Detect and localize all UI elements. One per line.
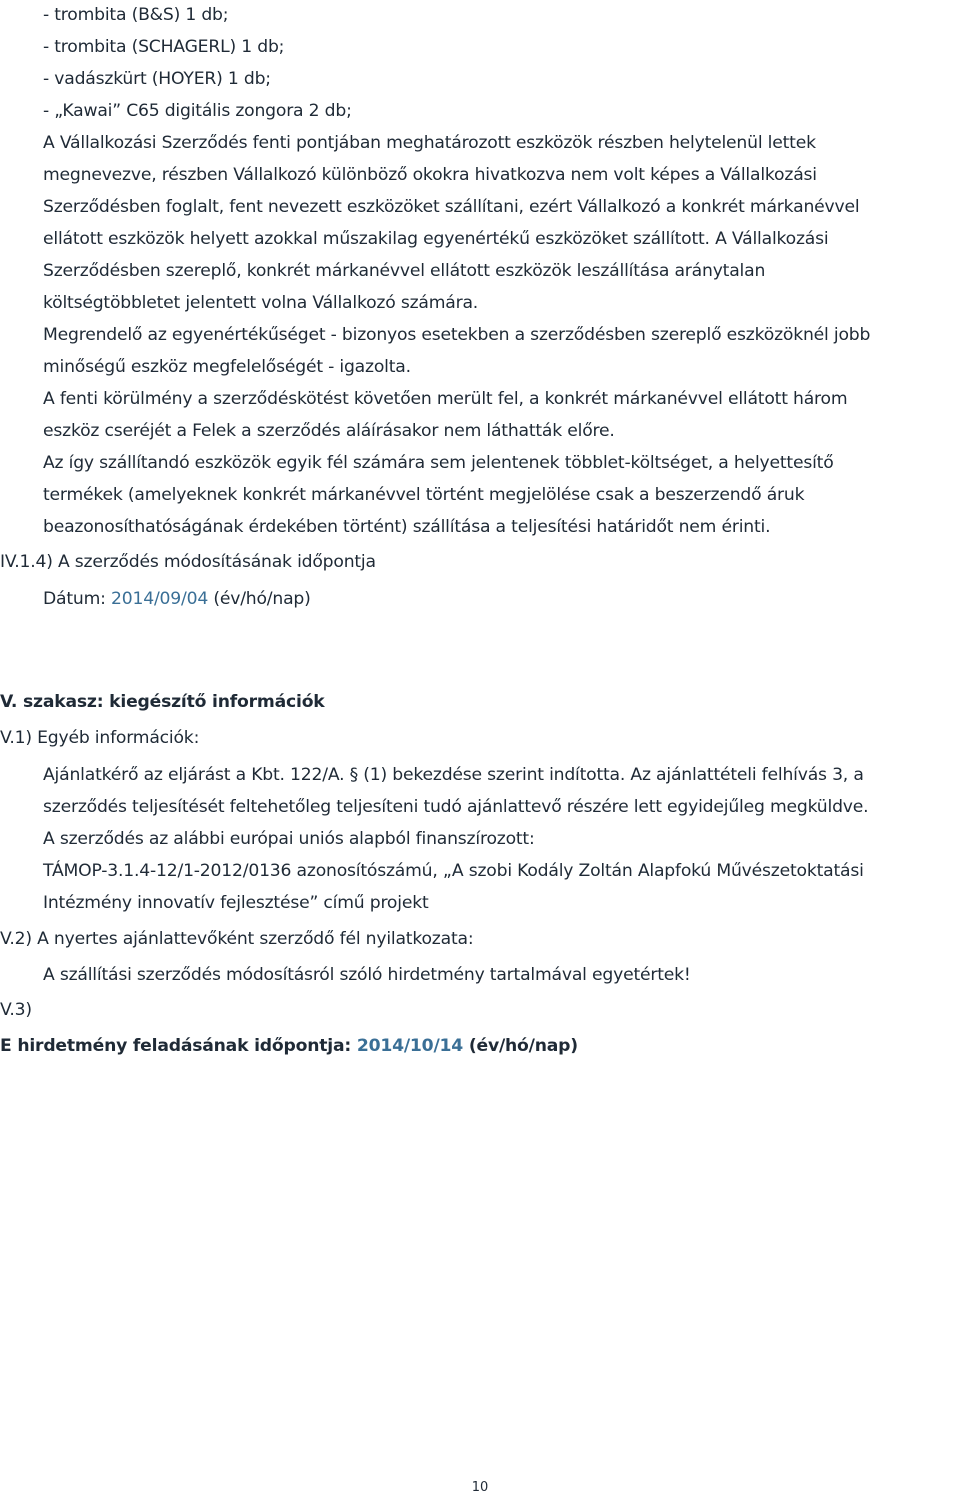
paragraph-line: eszköz cseréjét a Felek a szerződés aláírásakor nem láthatták előre.: [43, 421, 615, 441]
v1-line: Ajánlatkérő az eljárást a Kbt. 122/A. § (1) bekezdése szerint indította. Az ajánlattételi felhívás 3, a: [43, 765, 864, 785]
list-item: - trombita (B&S) 1 db;: [43, 5, 229, 25]
paragraph-line: Szerződésben foglalt, fent nevezett eszközöket szállítani, ezért Vállalkozó a konkrét márkanévvel: [43, 197, 860, 217]
v2-heading: V.2) A nyertes ajánlattevőként szerződő fél nyilatkozata:: [0, 929, 474, 949]
v1-line: szerződés teljesítését feltehetőleg teljesíteni tudó ajánlattevő részére lett egyidejűleg megküldve.: [43, 797, 869, 817]
list-item: - trombita (SCHAGERL) 1 db;: [43, 37, 285, 57]
paragraph-line: költségtöbbletet jelentett volna Vállalkozó számára.: [43, 293, 479, 313]
dispatch-date: [0, 1035, 578, 1057]
v1-line: TÁMOP-3.1.4-12/1-2012/0136 azonosítószámú, „A szobi Kodály Zoltán Alapfokú Művészetoktatási: [43, 861, 864, 881]
paragraph-line: megnevezve, részben Vállalkozó különböző okokra hivatkozva nem volt képes a Vállalkozási: [43, 165, 817, 185]
v1-heading: V.1) Egyéb információk:: [0, 728, 200, 748]
modification-date: [43, 588, 311, 610]
date-label: Dátum:: [43, 589, 111, 609]
v2-text: A szállítási szerződés módosításról szóló hirdetmény tartalmával egyetértek!: [43, 965, 691, 985]
paragraph-line: Szerződésben szereplő, konkrét márkanévvel ellátott eszközök leszállítása aránytalan: [43, 261, 766, 281]
paragraph-line: termékek (amelyeknek konkrét márkanévvel történt megjelölése csak a beszerzendő áruk: [43, 485, 805, 505]
modification-heading: IV.1.4) A szerződés módosításának időpontja: [0, 552, 376, 572]
list-item: - „Kawai” C65 digitális zongora 2 db;: [43, 101, 352, 121]
paragraph-line: A Vállalkozási Szerződés fenti pontjában meghatározott eszközök részben helytelenül lettek: [43, 133, 816, 153]
dispatch-value: 2014/10/14: [356, 1036, 464, 1056]
paragraph-line: ellátott eszközök helyett azokkal műszakilag egyenértékű eszközöket szállított. A Vállalkozási: [43, 229, 829, 249]
date-value: 2014/09/04: [111, 589, 209, 609]
dispatch-unit: (év/hó/nap): [463, 1036, 578, 1056]
paragraph-line: A fenti körülmény a szerződéskötést követően merült fel, a konkrét márkanévvel ellátott három: [43, 389, 848, 409]
paragraph-line: minőségű eszköz megfelelőségét - igazolta.: [43, 357, 411, 377]
paragraph-line: beazonosíthatóságának érdekében történt) szállítása a teljesítési határidőt nem érinti.: [43, 517, 771, 537]
dispatch-label: E hirdetmény feladásának időpontja:: [0, 1036, 357, 1056]
list-item: - vadászkürt (HOYER) 1 db;: [43, 69, 271, 89]
paragraph-line: Megrendelő az egyenértékűséget - bizonyos esetekben a szerződésben szereplő eszközöknél jobb: [43, 325, 871, 345]
paragraph-line: Az így szállítandó eszközök egyik fél számára sem jelentenek többlet-költséget, a helyettesítő: [43, 453, 834, 473]
section-title: V. szakasz: kiegészítő információk: [0, 692, 325, 712]
v1-line: Intézmény innovatív fejlesztése” című projekt: [43, 893, 429, 913]
v1-line: A szerződés az alábbi európai uniós alapból finanszírozott:: [43, 829, 535, 849]
date-unit: (év/hó/nap): [208, 589, 311, 609]
page-number: 10: [471, 1480, 489, 1495]
v3-heading: V.3): [0, 1000, 32, 1020]
